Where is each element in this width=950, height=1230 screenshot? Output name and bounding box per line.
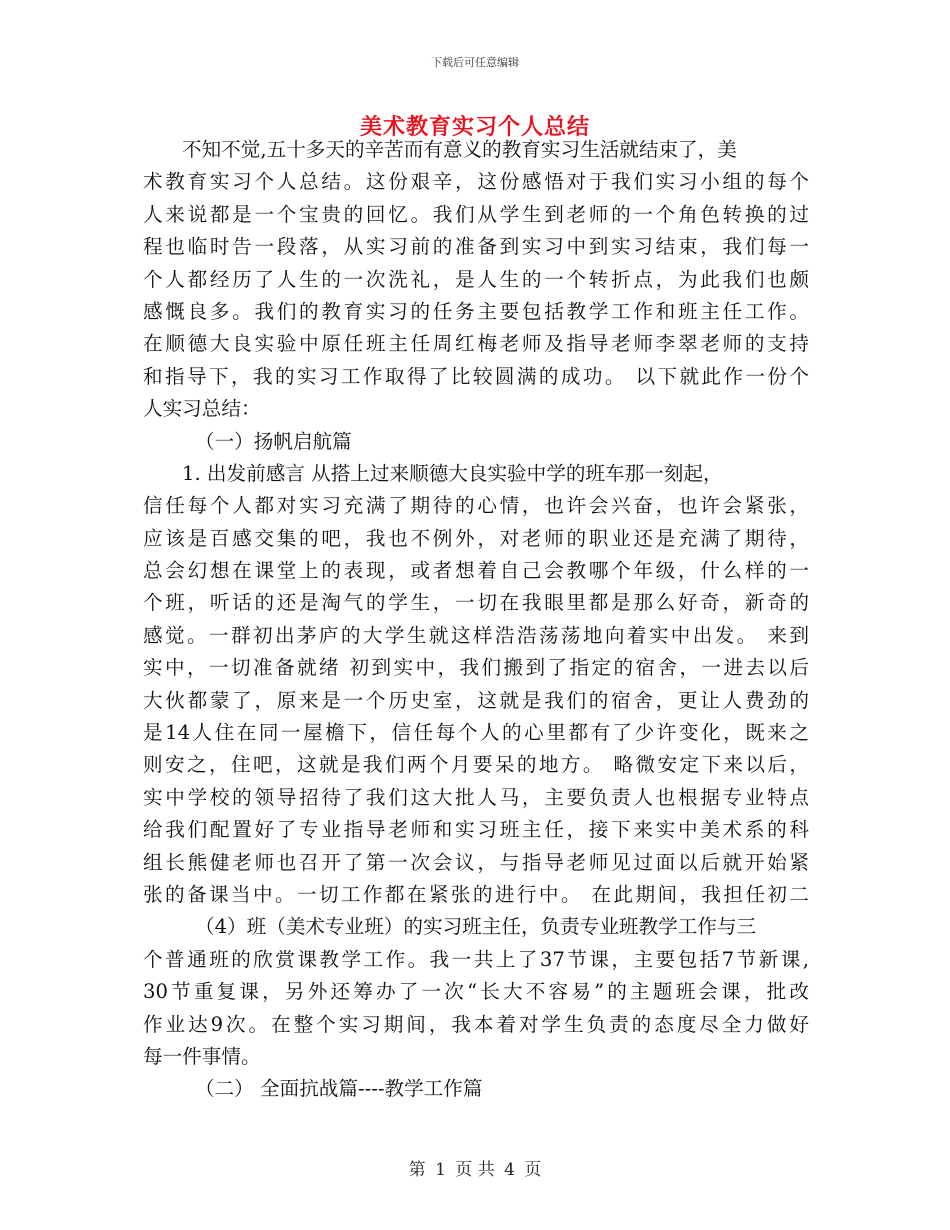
paragraph-line: 个班，听话的还是淘气的学生，一切在我眼里都是那么好奇，新奇的 xyxy=(143,591,809,615)
paragraph-line: 应该是百感交集的吧，我也不例外，对老师的职业还是充满了期待， xyxy=(143,526,809,550)
header-note: 下载后可任意编辑 xyxy=(431,56,519,69)
paragraph-line: 每一件事情。 xyxy=(143,1044,261,1068)
paragraph-line: 组长熊健老师也召开了第一次会议，与指导老师见过面以后就开始紧 xyxy=(143,850,809,874)
footer-suffix: 页 xyxy=(524,1160,542,1180)
paragraph-line: 程也临时告一段落，从实习前的准备到实习中到实习结束，我们每一 xyxy=(143,235,809,259)
paragraph-line: 实中，一切准备就绪 初到实中，我们搬到了指定的宿舍，一进去以后 xyxy=(143,656,809,680)
total-pages: 4 xyxy=(504,1160,515,1180)
section-heading: （一）扬帆启航篇 xyxy=(195,429,352,453)
paragraph-line: 个普通班的欣赏课教学工作。我一共上了37节课，主要包括7节新课, xyxy=(143,947,809,971)
paragraph-line: 张的备课当中。一切工作都在紧张的进行中。 在此期间，我担任初二 xyxy=(143,882,809,906)
page-footer xyxy=(0,1155,950,1180)
paragraph-line: 大伙都蒙了，原来是一个历史室，这就是我们的宿舍，更让人费劲的 xyxy=(143,688,809,712)
paragraph-line: 1. 出发前感言 从搭上过来顺德大良实验中学的班车那一刻起， xyxy=(182,461,723,485)
paragraph-line: （4）班（美术专业班）的实习班主任，负责专业班教学工作与三 xyxy=(195,915,757,939)
paragraph-line: 30节重复课，另外还筹办了一次“长大不容易”的主题班会课，批改 xyxy=(143,980,809,1004)
paragraph-line: 作业达9次。在整个实习期间，我本着对学生负责的态度尽全力做好 xyxy=(143,1012,809,1036)
paragraph-line: 感慨良多。我们的教育实习的任务主要包括教学工作和班主任工作。 xyxy=(143,299,809,323)
paragraph-line: 感觉。一群初出茅庐的大学生就这样浩浩荡荡地向着实中出发。 来到 xyxy=(143,623,809,647)
footer-prefix: 第 xyxy=(408,1160,426,1180)
paragraph-line: 不知不觉,五十多天的辛苦而有意义的教育实习生活就结束了，美 xyxy=(182,138,737,161)
footer-mid: 页 共 xyxy=(455,1160,495,1180)
paragraph-line: 术教育实习个人总结。这份艰辛，这份感悟对于我们实习小组的每个 xyxy=(143,170,809,194)
section-heading: （二） 全面抗战篇----教学工作篇 xyxy=(195,1077,483,1101)
document-title: 美术教育实习个人总结 xyxy=(359,114,590,140)
paragraph-line: 和指导下，我的实习工作取得了比较圆满的成功。 以下就此作一份个 xyxy=(143,364,809,388)
paragraph-line: 实中学校的领导招待了我们这大批人马，主要负责人也根据专业特点 xyxy=(143,785,809,809)
paragraph-line: 在顺德大良实验中原任班主任周红梅老师及指导老师李翠老师的支持 xyxy=(143,332,809,356)
paragraph-line: 则安之，住吧，这就是我们两个月要呆的地方。 略微安定下来以后， xyxy=(143,753,809,777)
paragraph-line: 人实习总结： xyxy=(143,397,261,421)
paragraph-line: 给我们配置好了专业指导老师和实习班主任，接下来实中美术系的科 xyxy=(143,818,809,842)
current-page-number: 1 xyxy=(435,1160,446,1180)
paragraph-line: 个人都经历了人生的一次洗礼，是人生的一个转折点，为此我们也颇 xyxy=(143,267,809,291)
document-body xyxy=(143,134,809,1106)
paragraph-line: 是14人住在同一屋檐下，信任每个人的心里都有了少许变化，既来之 xyxy=(143,721,809,745)
paragraph-line: 总会幻想在课堂上的表现，或者想着自己会教哪个年级，什么样的一 xyxy=(143,559,809,583)
paragraph-line: 人来说都是一个宝贵的回忆。我们从学生到老师的一个角色转换的过 xyxy=(143,202,809,226)
paragraph-line: 信任每个人都对实习充满了期待的心情，也许会兴奋，也许会紧张， xyxy=(143,494,809,518)
